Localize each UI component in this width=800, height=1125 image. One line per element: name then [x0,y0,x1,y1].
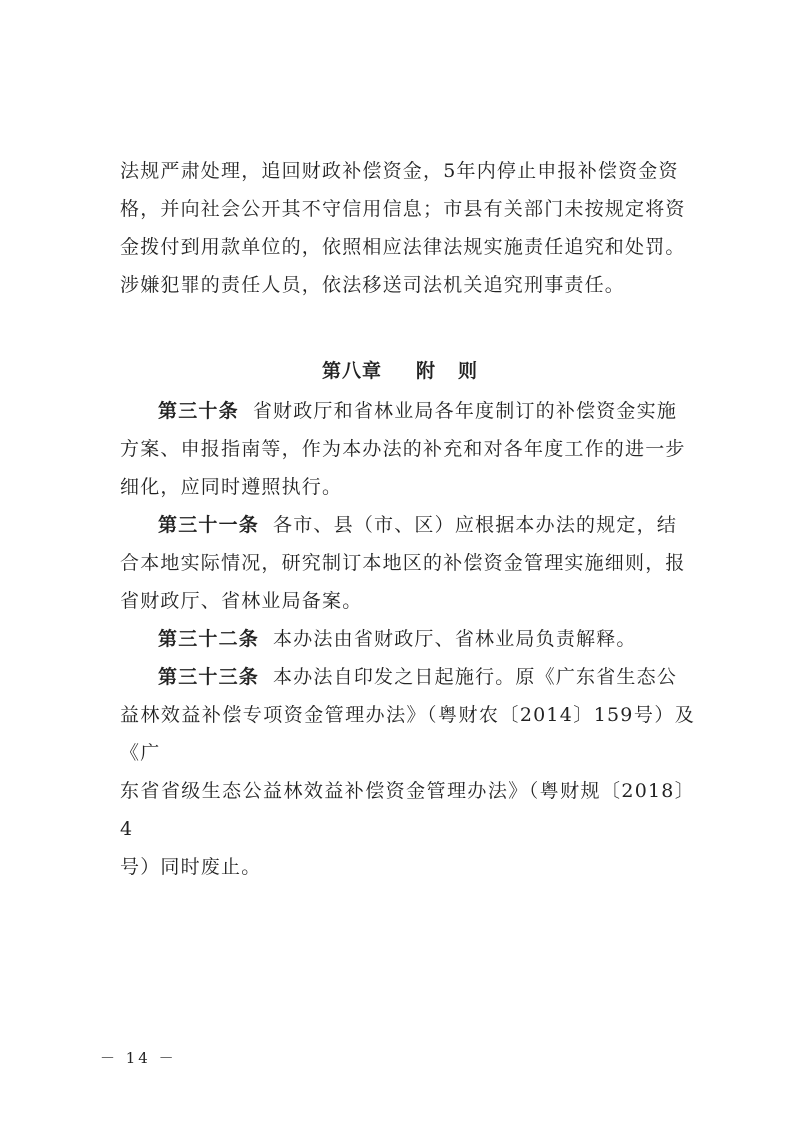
article-32 [120,620,695,658]
chapter-number: 第八章 [321,360,382,382]
text-line: 法规严肃处理，追回财政补偿资金，5年内停止申报补偿资金资 [120,160,679,182]
continuation-paragraph [120,152,695,304]
article-text: 省财政厅和省林业局各年度制订的补偿资金实施 [252,400,678,422]
text-line: 合本地实际情况，研究制订本地区的补偿资金管理实施细则，报 [120,552,686,574]
article-title: 第三十二条 [158,628,260,650]
text-line: 格，并向社会公开其不守信用信息；市县有关部门未按规定将资 [120,198,686,220]
chapter-title-part: 则 [458,360,479,382]
article-text: 本办法自印发之日起施行。原《广东省生态公 [273,666,678,688]
text-line: 号）同时废止。 [120,856,262,878]
page-number: － 14 － [100,1049,177,1067]
text-line: 东省省级生态公益林效益补偿资金管理办法》（粤财规〔2018〕4 [120,780,695,840]
article-title: 第三十一条 [158,514,260,536]
article-title: 第三十三条 [158,666,260,688]
articles [120,392,695,886]
text-line: 益林效益补偿专项资金管理办法》（粤财农〔2014〕159号）及《广 [120,704,695,764]
article-text: 各市、县（市、区）应根据本办法的规定，结 [273,514,678,536]
text-line: 涉嫌犯罪的责任人员，依法移送司法机关追究刑事责任。 [120,274,626,296]
text-line: 金拨付到用款单位的，依照相应法律法规实施责任追究和处罚。 [120,236,686,258]
chapter-heading [0,356,800,383]
article-33 [120,658,695,696]
article-30 [120,392,695,430]
text-line: 细化，应同时遵照执行。 [120,476,343,498]
article-title: 第三十条 [158,400,239,422]
text-line: 方案、申报指南等，作为本办法的补充和对各年度工作的进一步 [120,438,686,460]
text-line: 省财政厅、省林业局备案。 [120,590,363,612]
article-text: 本办法由省财政厅、省林业局负责解释。 [273,628,637,650]
article-31 [120,506,695,544]
chapter-title-part: 附 [415,360,436,382]
